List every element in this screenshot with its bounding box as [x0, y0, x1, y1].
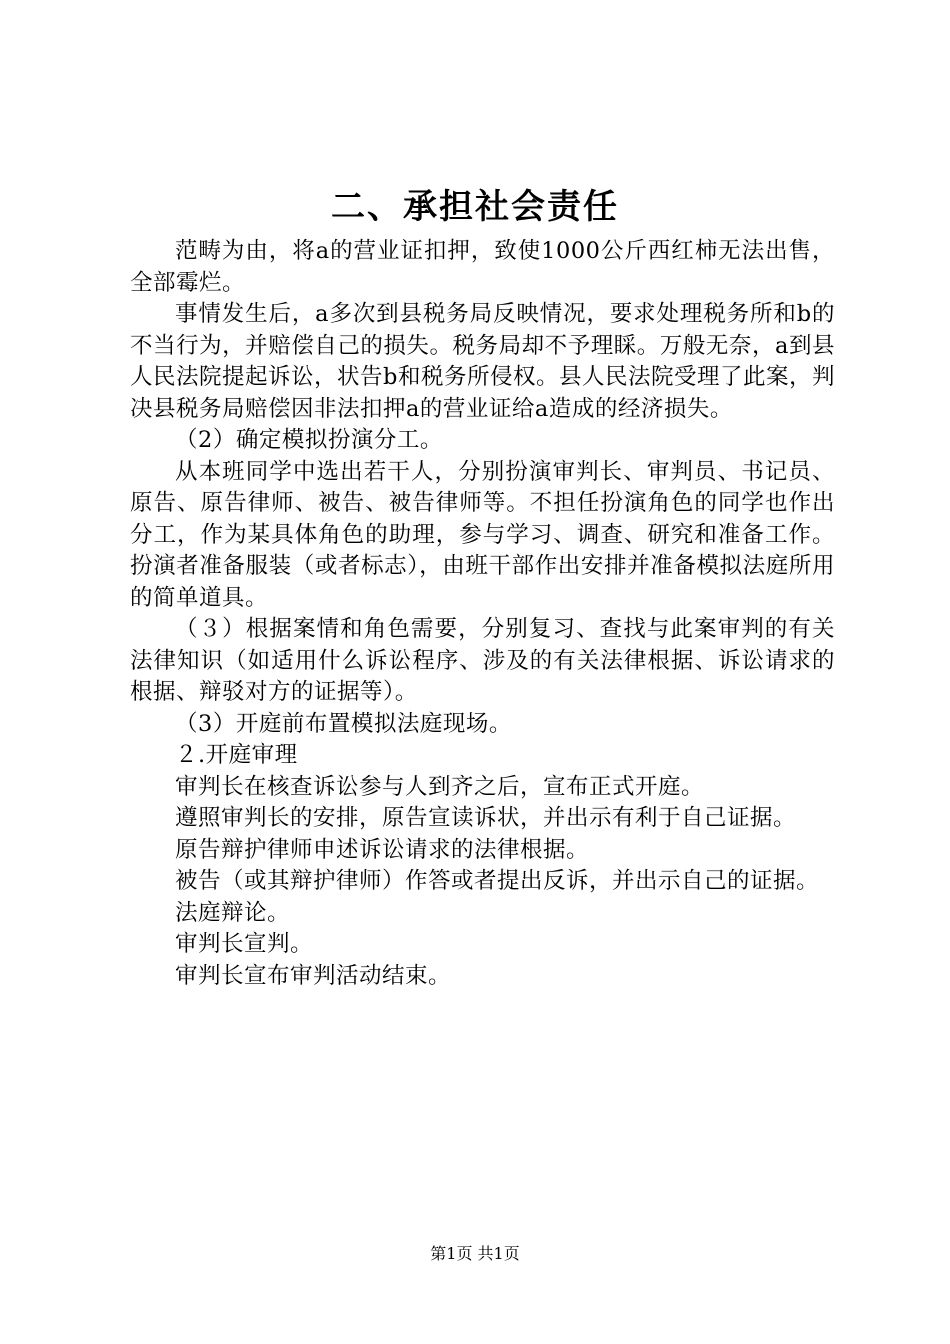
document-body [130, 236, 835, 992]
paragraph-3: （2）确定模拟扮演分工。 [175, 427, 443, 453]
paragraph-8: 审判长在核查诉讼参与人到齐之后，宣布正式开庭。 [175, 773, 705, 800]
page-title: 二、承担社会责任 [331, 187, 619, 227]
paragraph-9: 遵照审判长的安排，原告宣读诉状，并出示有利于自己证据。 [175, 805, 797, 831]
paragraph-4: 从本班同学中选出若干人，分别扮演审判长、审判员、书记员、原告、原告律师、被告、被告律师等。不担任扮演角色的同学也作出分工，作为某具体角色的助理，参与学习、调查、研究和准备工作。扮演者准备服装（或者标志），由班干部作出安排并准备模拟法庭所用的简单道具。 [130, 458, 835, 611]
paragraph-2: 事情发生后，a多次到县税务局反映情况，要求处理税务所和b的不当行为，并赔偿自己的损失。税务局却不予理睬。万般无奈，a到县人民法院提起诉讼，状告b和税务所侵权。县人民法院受理了此案，判决县税务局赔偿因非法扣押a的营业证给a造成的经济损失。 [130, 301, 835, 422]
paragraph-6: （3）开庭前布置模拟法庭现场。 [175, 710, 512, 737]
paragraph-11: 被告（或其辩护律师）作答或者提出反诉，并出示自己的证据。 [175, 868, 820, 894]
section-heading-trial: ２.开庭审理 [175, 742, 298, 768]
paragraph-13: 审判长宣判。 [175, 931, 314, 957]
paragraph-12: 法庭辩论。 [175, 899, 291, 926]
paragraph-10: 原告辩护律师申述诉讼请求的法律根据。 [175, 836, 590, 863]
paragraph-5: （３）根据案情和角色需要，分别复习、查找与此案审判的有关法律知识（如适用什么诉讼程序、涉及的有关法律根据、诉讼请求的根据、辩驳对方的证据等）。 [130, 616, 835, 705]
paragraph-14: 审判长宣布审判活动结束。 [175, 962, 452, 989]
paragraph-1: 范畴为由，将a的营业证扣押，致使1000公斤西红柿无法出售，全部霉烂。 [130, 238, 835, 296]
page-footer: 第1页 共1页 [430, 1244, 520, 1263]
